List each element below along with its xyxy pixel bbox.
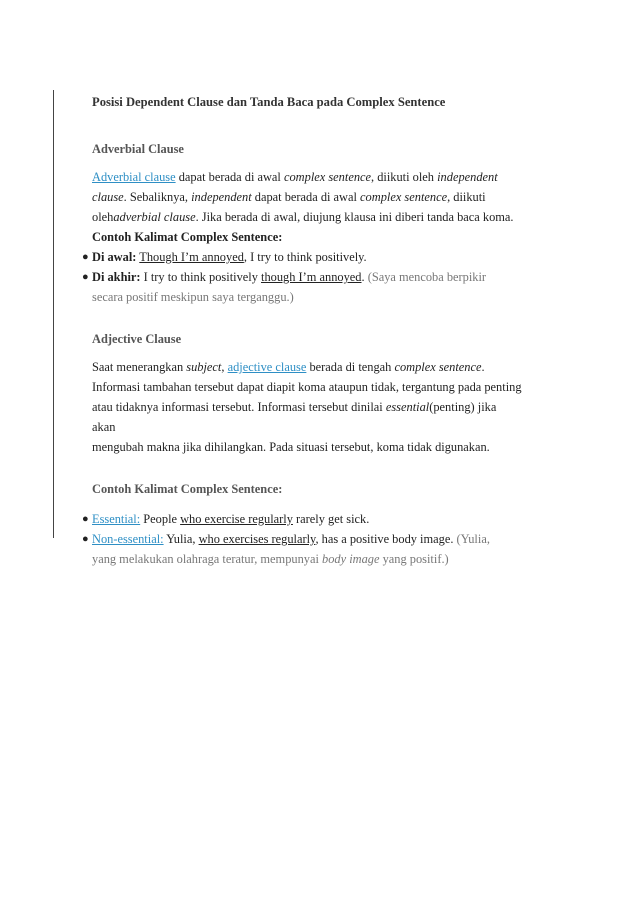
- text: clause: [92, 190, 124, 204]
- text: dapat berada di awal: [175, 170, 284, 184]
- text: oleh: [92, 210, 114, 224]
- text: I try to think positively: [140, 270, 262, 284]
- document-body: [82, 92, 522, 569]
- text: Yulia,: [163, 532, 199, 546]
- text: Di awal:: [92, 250, 137, 264]
- text: adverbial clause: [113, 210, 196, 224]
- text: complex sentence: [360, 190, 448, 204]
- text: (penting) jika akan: [92, 400, 497, 434]
- bullet-icon: ●: [82, 251, 89, 263]
- text: rarely get sick.: [292, 512, 370, 526]
- adjective-heading: Adjective Clause: [92, 332, 182, 346]
- text: independent: [437, 170, 498, 184]
- text: . Sebaliknya,: [123, 190, 192, 204]
- adjective-example-list: [82, 509, 522, 569]
- adjective-paragraph-line-3: [92, 397, 522, 437]
- adjective-paragraph-line-1: [92, 357, 522, 377]
- bullet-icon: ●: [82, 533, 89, 545]
- adjective-clause-link[interactable]: adjective clause: [227, 360, 307, 374]
- essential-link[interactable]: Essential:: [92, 512, 141, 526]
- text: . Jika berada di awal, diujung klausa ini diberi tanda baca koma.: [195, 210, 514, 224]
- adjective-paragraph-line-2: Informasi tambahan tersebut dapat diapit koma ataupun tidak, tergantung pada penting: [92, 380, 522, 394]
- text: yang melakukan olahraga teratur, mempunyai: [92, 552, 323, 566]
- text: secara positif meskipun saya terganggu.): [92, 290, 294, 304]
- text: Di akhir:: [92, 270, 141, 284]
- text: who exercise regularly: [180, 512, 293, 526]
- list-item: [82, 247, 522, 267]
- text: , I try to think positively.: [243, 250, 367, 264]
- text: independent: [191, 190, 252, 204]
- page-title: Posisi Dependent Clause dan Tanda Baca pada Complex Sentence: [92, 95, 446, 109]
- margin-line: [53, 90, 54, 538]
- text: .: [361, 270, 365, 284]
- adverbial-paragraph-line-3: [92, 207, 522, 227]
- bullet-icon: ●: [82, 271, 89, 283]
- bullet-icon: ●: [82, 513, 89, 525]
- text: though I’m annoyed: [261, 270, 362, 284]
- text: .: [481, 360, 485, 374]
- text: dapat berada di awal: [251, 190, 361, 204]
- non-essential-link[interactable]: Non-essential:: [92, 532, 164, 546]
- text: who exercises regularly: [198, 532, 316, 546]
- text: (Saya mencoba berpikir: [364, 270, 487, 284]
- adverbial-example-list: [82, 247, 522, 307]
- text: body image: [322, 552, 380, 566]
- text: , diikuti: [447, 190, 486, 204]
- adverbial-heading: Adverbial Clause: [92, 142, 184, 156]
- text: complex sentence: [283, 170, 372, 184]
- text: essential: [385, 400, 430, 414]
- text: complex sentence: [394, 360, 482, 374]
- text: (Yulia,: [453, 532, 490, 546]
- text: berada di tengah: [306, 360, 395, 374]
- text: ,: [221, 360, 228, 374]
- adverbial-paragraph-line-2: [92, 187, 522, 207]
- text: subject: [186, 360, 222, 374]
- text: atau tidaknya informasi tersebut. Informasi tersebut dinilai: [92, 400, 386, 414]
- adjective-paragraph-line-4: mengubah makna jika dihilangkan. Pada situasi tersebut, koma tidak digunakan.: [92, 440, 490, 454]
- adverbial-paragraph-line-1: [92, 167, 522, 187]
- text: , has a positive body image.: [315, 532, 454, 546]
- list-item: [82, 509, 522, 529]
- adverbial-clause-link[interactable]: Adverbial clause: [92, 170, 176, 184]
- text: People: [140, 512, 181, 526]
- text: yang positif.): [379, 552, 449, 566]
- text: , diikuti oleh: [371, 170, 438, 184]
- adjective-example-heading: Contoh Kalimat Complex Sentence:: [92, 482, 283, 496]
- adverbial-example-heading: Contoh Kalimat Complex Sentence:: [92, 230, 283, 244]
- text: Though I’m annoyed: [139, 250, 244, 264]
- list-item: [82, 267, 522, 307]
- list-item: [82, 529, 522, 569]
- text: Saat menerangkan: [92, 360, 187, 374]
